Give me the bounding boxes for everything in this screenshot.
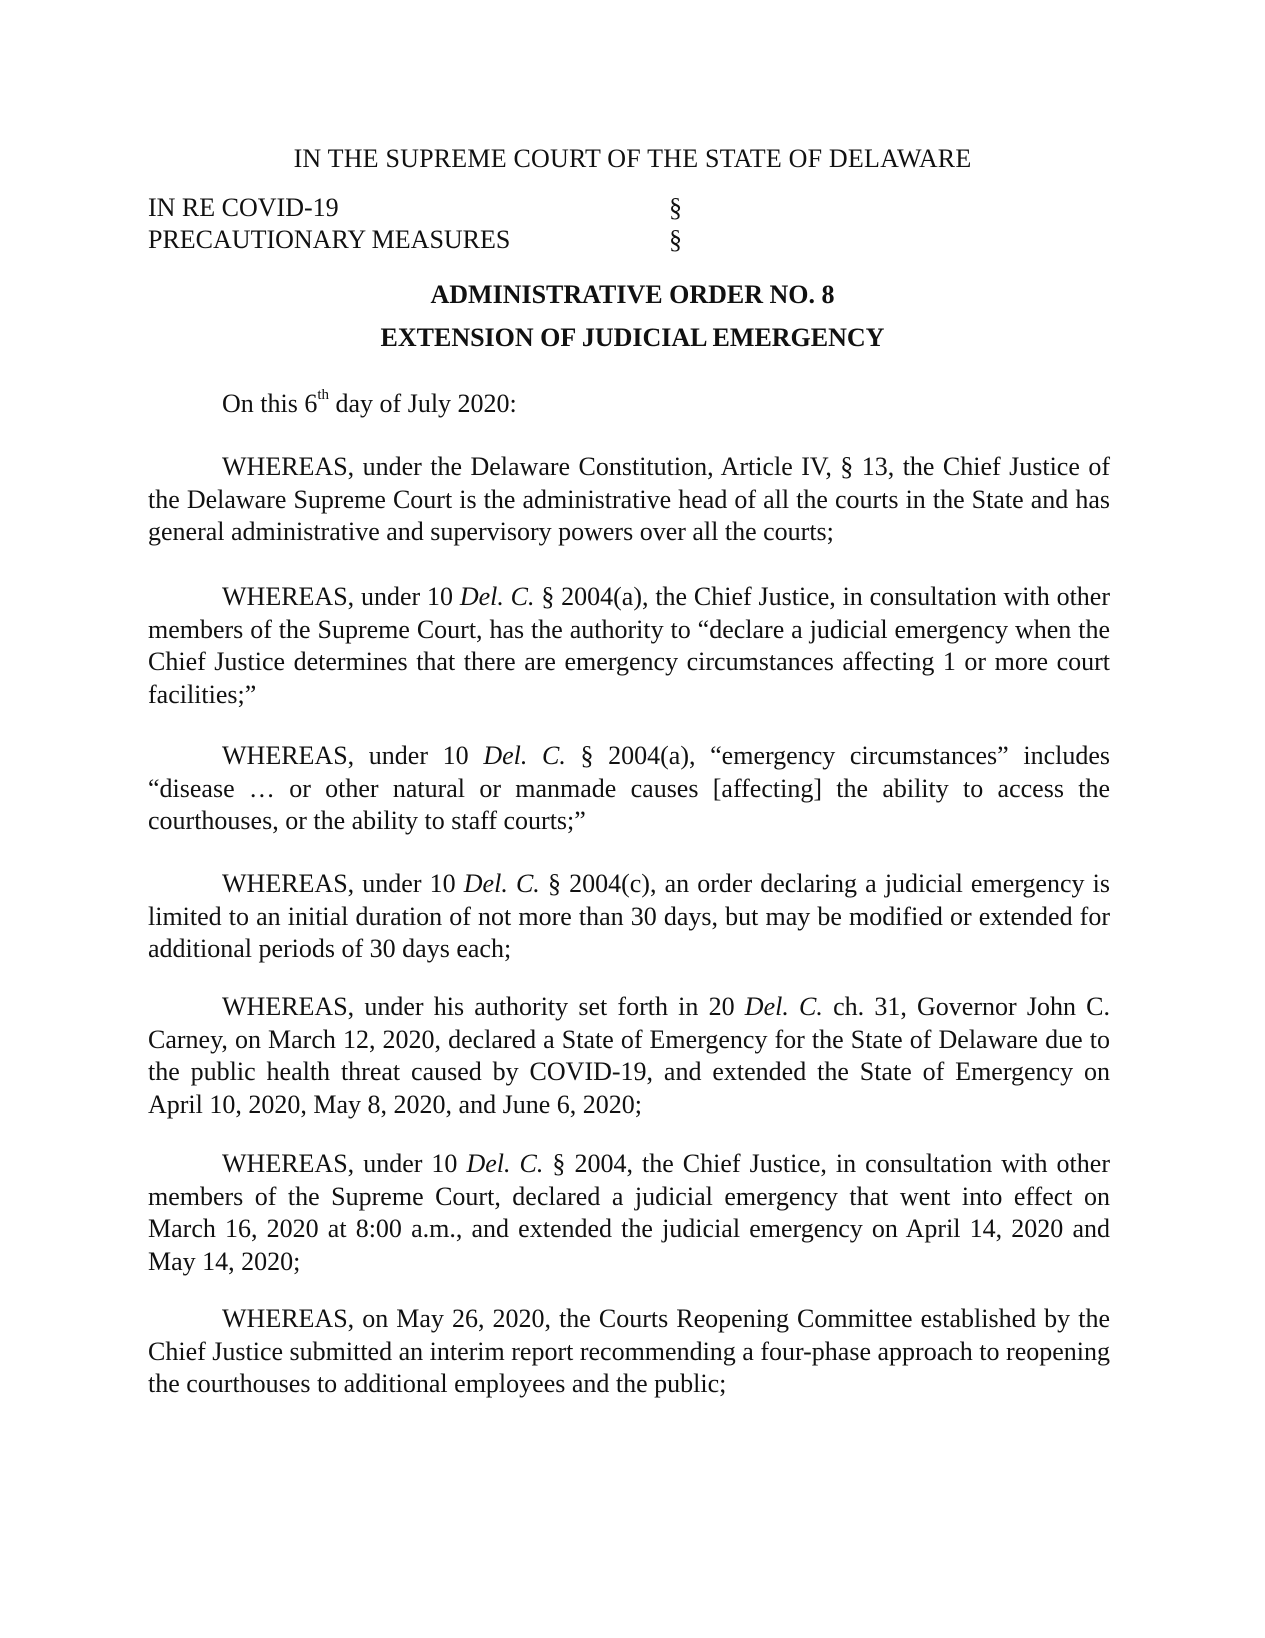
paragraph-text: WHEREAS, under 10 [222, 741, 484, 770]
order-number-title: ADMINISTRATIVE ORDER NO. 8 [430, 280, 835, 309]
paragraph-text: § 2004(c), an order declaring a judicial emergency is limited to an initial duration of not more than 30 days, but may be modified or extended for additional periods of 30 days each; [148, 869, 1110, 963]
statute-citation: Del. C. [459, 582, 535, 611]
section-mark-2: § [669, 225, 682, 254]
paragraph-text: WHEREAS, under 10 [222, 869, 464, 898]
whereas-paragraph-4 [148, 868, 1110, 966]
whereas-paragraph-6 [148, 1148, 1110, 1278]
section-mark-1: § [669, 193, 682, 222]
paragraph-text: WHEREAS, under the Delaware Constitution, Article IV, § 13, the Chief Justice of the Delaware Supreme Court is the administrative head of all the courts in the State and has general administrative and supervisory powers over all the courts; [148, 452, 1110, 546]
whereas-paragraph-5 [148, 991, 1110, 1121]
caption-line-2: PRECAUTIONARY MEASURES [148, 225, 511, 254]
caption-row-1 [148, 192, 748, 224]
paragraph-text: § 2004(a), the Chief Justice, in consultation with other members of the Supreme Court, has the authority to “declare a judicial emergency when the Chief Justice determines that there are emergency circumstances affecting 1 or more court facilities;” [148, 582, 1110, 709]
date-line [222, 388, 517, 420]
paragraph-text: WHEREAS, under 10 [222, 1149, 467, 1178]
paragraph-text: WHEREAS, under his authority set forth in 20 [222, 992, 745, 1021]
statute-citation: Del. C. [466, 1149, 544, 1178]
order-subject-title: EXTENSION OF JUDICIAL EMERGENCY [380, 323, 885, 352]
paragraph-text: ch. 31, Governor John C. Carney, on March 12, 2020, declared a State of Emergency for the State of Delaware due to the public health threat caused by COVID-19, and extended the State of Emergency on April 10, 2020, May 8, 2020, and June 6, 2020; [148, 992, 1111, 1119]
court-heading: IN THE SUPREME COURT OF THE STATE OF DELAWARE [293, 144, 972, 173]
statute-citation: Del. C. [483, 741, 566, 770]
whereas-paragraph-2 [148, 581, 1110, 711]
paragraph-text: § 2004, the Chief Justice, in consultation with other members of the Supreme Court, declared a judicial emergency that went into effect on March 16, 2020 at 8:00 a.m., and extended the judicial emergency on April 14, 2020 and May 14, 2020; [148, 1149, 1110, 1276]
case-caption [148, 192, 748, 256]
whereas-paragraph-7 [148, 1303, 1110, 1401]
caption-row-2 [148, 224, 748, 256]
whereas-paragraph-3 [148, 740, 1110, 838]
date-prefix: On this 6 [222, 389, 318, 418]
paragraph-text: § 2004(a), “emergency circumstances” includes “disease … or other natural or manmade causes [affecting] the ability to access the courthouses, or the ability to staff courts;” [148, 741, 1111, 835]
date-rest: day of July 2020: [329, 389, 517, 418]
statute-citation: Del. C. [744, 992, 823, 1021]
paragraph-text: WHEREAS, under 10 [222, 582, 460, 611]
whereas-paragraph-1 [148, 451, 1110, 549]
date-ordinal-suffix: th [317, 387, 330, 404]
caption-line-1: IN RE COVID-19 [148, 193, 339, 222]
statute-citation: Del. C. [463, 869, 540, 898]
paragraph-text: WHEREAS, on May 26, 2020, the Courts Reopening Committee established by the Chief Justice submitted an interim report recommending a four-phase approach to reopening the courthouses to additional employees and the public; [148, 1304, 1110, 1398]
